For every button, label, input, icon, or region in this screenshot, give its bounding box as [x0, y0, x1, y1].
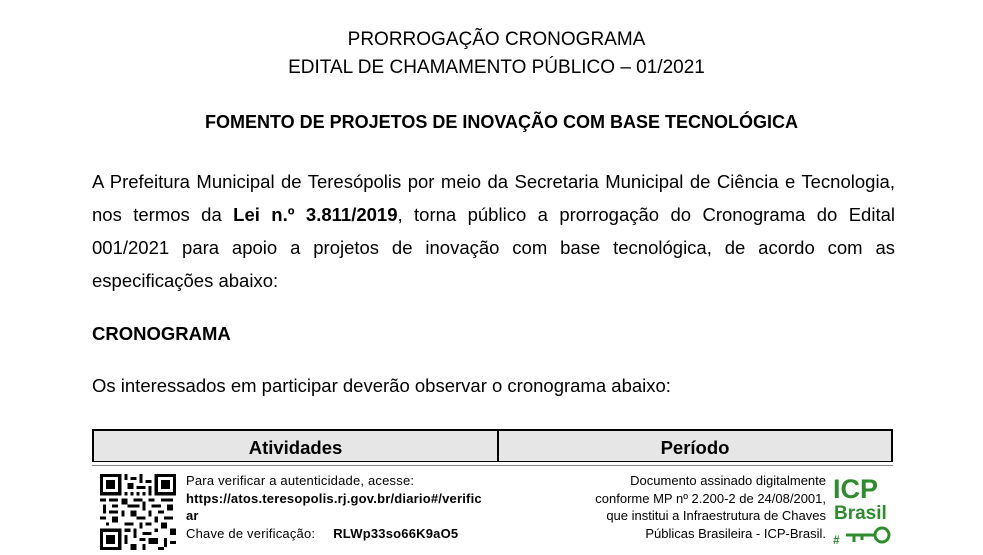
document-title-line1: PRORROGAÇÃO CRONOGRAMA: [347, 29, 646, 50]
svg-text:ICP: ICP: [833, 474, 879, 504]
intro-paragraph: [92, 165, 895, 297]
qr-code-icon: [100, 474, 176, 550]
intro-text-start: A Prefeitura Municipal de Teresópolis por meio da Secretaria Municipal de Ciência e Tecnologia, nos termos da: [92, 171, 895, 225]
footer-divider: [92, 465, 893, 466]
svg-text:Brasil: Brasil: [834, 503, 887, 524]
signed-line-2: conforme MP nº 2.200-2 de 24/08/2001,: [595, 490, 826, 506]
verify-url[interactable]: https://atos.teresopolis.rj.gov.br/diario#/verific: [186, 490, 482, 506]
header-activities: Atividades: [94, 431, 499, 462]
code-label: Chave de verificação:: [186, 525, 316, 541]
verification-block: [186, 472, 482, 542]
signed-line-3: que institui a Infraestrutura de Chaves: [606, 508, 826, 523]
code-value: RLWp33so66K9aO5: [333, 525, 459, 541]
document-title-line2: EDITAL DE CHAMAMENTO PÚBLICO – 01/2021: [288, 57, 705, 78]
verification-code-row: [186, 525, 482, 543]
icp-brasil-logo-icon: [832, 472, 894, 550]
law-reference: Lei n.º 3.811/2019: [233, 204, 398, 225]
document-subtitle: FOMENTO DE PROJETOS DE INOVAÇÃO COM BASE TECNOLÓGICA: [204, 112, 799, 132]
section-title: CRONOGRAMA: [92, 323, 231, 344]
signed-line-4: Públicas Brasileira - ICP-Brasil.: [645, 525, 826, 541]
digital-signature-notice: [595, 472, 826, 542]
instruction-text: Os interessados em participar deverão observar o cronograma abaixo:: [92, 375, 671, 396]
svg-text:#: #: [833, 533, 840, 547]
header-period: Período: [499, 431, 891, 462]
intro-text-end: , torna público a prorrogação do Cronograma do Edital 001/2021 para apoio a projetos de inovação com base tecnológica, de acordo com as especificações abaixo:: [92, 204, 895, 291]
schedule-table: [92, 429, 893, 462]
verify-label: Para verificar a autenticidade, acesse:: [186, 473, 415, 488]
signed-line-1: Documento assinado digitalmente: [630, 473, 826, 488]
verify-url-continued[interactable]: ar: [186, 508, 199, 523]
